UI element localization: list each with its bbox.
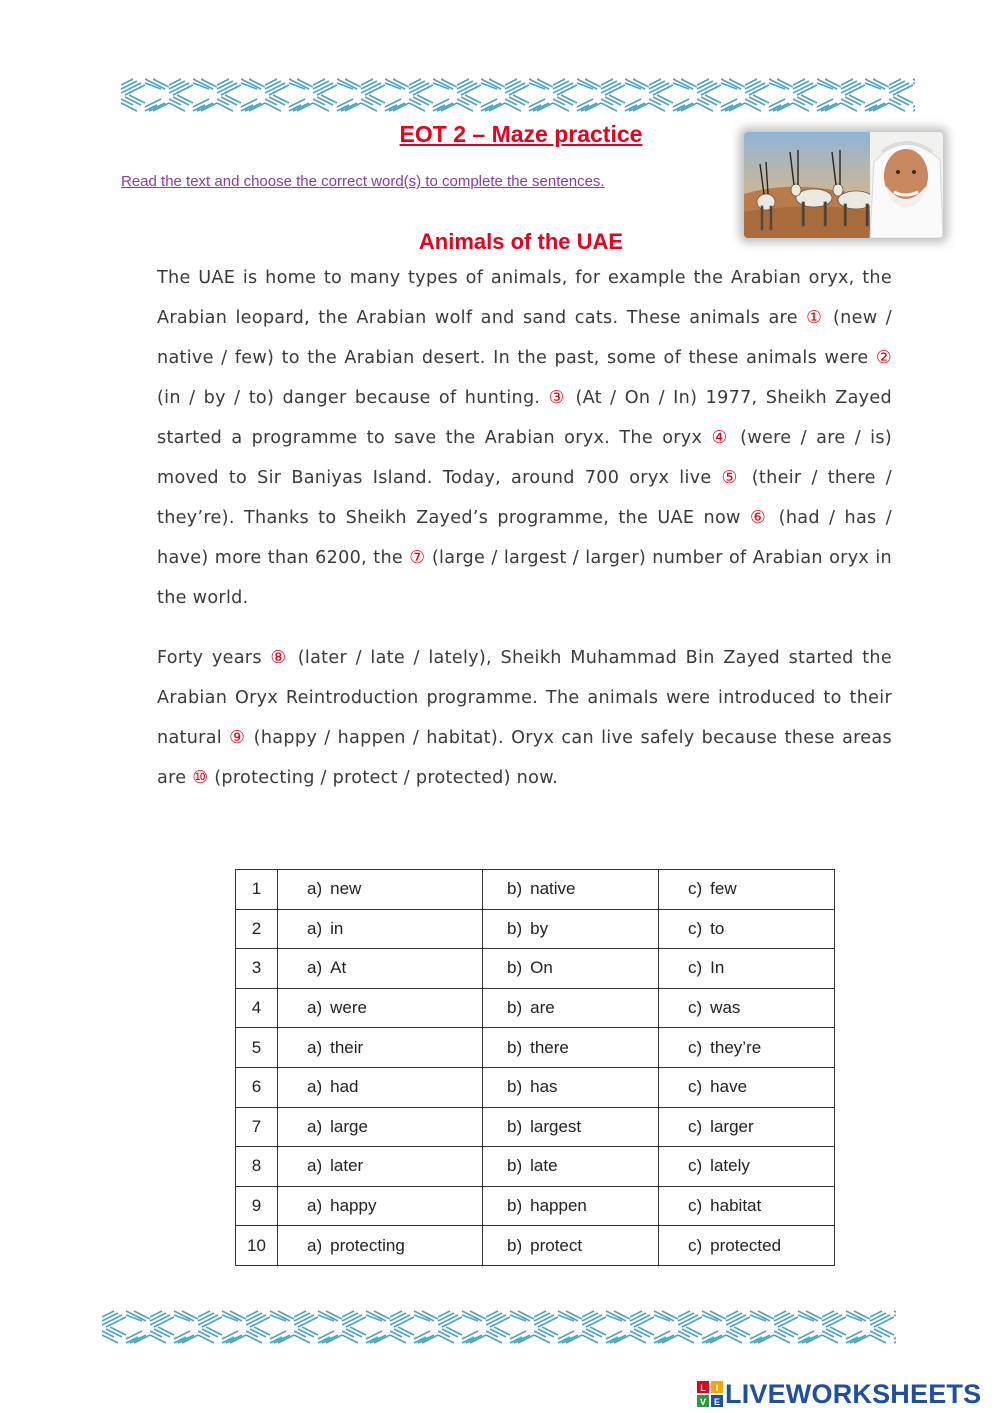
passage-text: (later / late / lately), Sheikh Muhammad Bin Zayed started the Arabian Oryx Reintroduction programme. The animals were introduced to their natural bbox=[157, 648, 892, 748]
blank-number-4: ④ bbox=[711, 428, 731, 448]
blank-number-3: ③ bbox=[548, 388, 568, 408]
option-letter: a) bbox=[307, 1235, 323, 1255]
option-c[interactable] bbox=[659, 988, 835, 1028]
option-a[interactable] bbox=[278, 1028, 483, 1068]
blank-number-7: ⑦ bbox=[409, 548, 426, 568]
option-letter: b) bbox=[507, 1116, 523, 1136]
option-letter: b) bbox=[507, 1037, 523, 1057]
option-c[interactable] bbox=[659, 870, 835, 910]
option-a[interactable] bbox=[278, 1226, 483, 1266]
liveworksheets-logo-icon bbox=[697, 1381, 723, 1407]
passage-text: (protecting / protect / protected) now. bbox=[208, 768, 559, 788]
option-b[interactable] bbox=[483, 1107, 659, 1147]
option-word: large bbox=[330, 1116, 368, 1136]
option-a[interactable] bbox=[278, 949, 483, 989]
option-c[interactable] bbox=[659, 1186, 835, 1226]
option-letter: c) bbox=[688, 998, 703, 1018]
option-word: by bbox=[530, 918, 549, 938]
svg-text:L: L bbox=[700, 1383, 706, 1393]
blank-number-9: ⑨ bbox=[229, 728, 247, 748]
option-a[interactable] bbox=[278, 1147, 483, 1187]
question-number: 6 bbox=[236, 1067, 278, 1107]
blank-number-2: ② bbox=[875, 348, 892, 368]
option-letter: a) bbox=[307, 1037, 323, 1057]
option-word: was bbox=[710, 998, 741, 1018]
table-row bbox=[236, 1147, 835, 1187]
option-word: there bbox=[530, 1037, 569, 1057]
option-letter: c) bbox=[688, 1116, 703, 1136]
instruction-text: Read the text and choose the correct word(s) to complete the sentences. bbox=[121, 173, 605, 190]
option-word: On bbox=[530, 958, 553, 978]
top-decorative-border bbox=[121, 77, 915, 112]
option-word: late bbox=[530, 1156, 558, 1176]
option-b[interactable] bbox=[483, 1147, 659, 1187]
section-title: Animals of the UAE bbox=[418, 229, 624, 254]
option-word: were bbox=[330, 998, 367, 1018]
option-word: new bbox=[330, 879, 362, 899]
option-a[interactable] bbox=[278, 1107, 483, 1147]
option-word: had bbox=[330, 1077, 359, 1097]
option-c[interactable] bbox=[659, 1147, 835, 1187]
option-letter: c) bbox=[688, 1156, 703, 1176]
option-letter: a) bbox=[307, 879, 323, 899]
passage-text: (large / largest / larger) number of Arabian oryx in the world. bbox=[157, 548, 892, 608]
passage-text: (At / On / In) 1977, Sheikh Zayed started a programme to save the Arabian oryx. The oryx bbox=[157, 388, 892, 448]
option-letter: c) bbox=[688, 1037, 703, 1057]
option-word: largest bbox=[530, 1116, 582, 1136]
option-a[interactable] bbox=[278, 1067, 483, 1107]
option-letter: a) bbox=[307, 958, 323, 978]
option-b[interactable] bbox=[483, 1226, 659, 1266]
option-word: In bbox=[710, 958, 725, 978]
option-word: later bbox=[330, 1156, 364, 1176]
question-number: 2 bbox=[236, 909, 278, 949]
worksheet-title: EOT 2 – Maze practice bbox=[399, 121, 643, 147]
option-word: has bbox=[530, 1077, 558, 1097]
question-number: 5 bbox=[236, 1028, 278, 1068]
option-letter: a) bbox=[307, 1077, 323, 1097]
question-number: 3 bbox=[236, 949, 278, 989]
question-number: 8 bbox=[236, 1147, 278, 1187]
option-b[interactable] bbox=[483, 988, 659, 1028]
option-letter: b) bbox=[507, 1077, 523, 1097]
option-word: lately bbox=[710, 1156, 750, 1176]
option-letter: a) bbox=[307, 1156, 323, 1176]
blank-number-10: ⑩ bbox=[192, 768, 209, 788]
svg-text:E: E bbox=[713, 1397, 721, 1407]
table-row bbox=[236, 988, 835, 1028]
liveworksheets-brand[interactable] bbox=[697, 1378, 981, 1410]
option-a[interactable] bbox=[278, 1186, 483, 1226]
oryx-and-sheikh-photo bbox=[744, 132, 943, 238]
option-c[interactable] bbox=[659, 909, 835, 949]
option-c[interactable] bbox=[659, 949, 835, 989]
blank-number-8: ⑧ bbox=[270, 648, 290, 668]
table-row bbox=[236, 949, 835, 989]
question-number: 9 bbox=[236, 1186, 278, 1226]
option-c[interactable] bbox=[659, 1067, 835, 1107]
option-letter: c) bbox=[688, 958, 703, 978]
question-number: 10 bbox=[236, 1226, 278, 1266]
option-word: their bbox=[330, 1037, 364, 1057]
option-a[interactable] bbox=[278, 909, 483, 949]
option-letter: a) bbox=[307, 998, 323, 1018]
option-word: in bbox=[330, 918, 344, 938]
option-c[interactable] bbox=[659, 1107, 835, 1147]
option-letter: b) bbox=[507, 1235, 523, 1255]
svg-text:V: V bbox=[699, 1397, 707, 1407]
table-row bbox=[236, 909, 835, 949]
passage-text: (their / there / they’re). Thanks to Sheikh Zayed’s programme, the UAE now bbox=[157, 468, 892, 528]
option-letter: b) bbox=[507, 918, 523, 938]
table-row bbox=[236, 870, 835, 910]
option-word: protect bbox=[530, 1235, 583, 1255]
passage-text: (new / native / few) to the Arabian desert. In the past, some of these animals were bbox=[157, 308, 892, 368]
passage-text: (had / has / have) more than 6200, the bbox=[157, 508, 892, 568]
passage-text: (in / by / to) danger because of hunting. bbox=[157, 388, 549, 408]
option-b[interactable] bbox=[483, 1028, 659, 1068]
option-b[interactable] bbox=[483, 1067, 659, 1107]
option-letter: b) bbox=[507, 958, 523, 978]
option-a[interactable] bbox=[278, 988, 483, 1028]
table-row bbox=[236, 1028, 835, 1068]
option-a[interactable] bbox=[278, 870, 483, 910]
option-b[interactable] bbox=[483, 949, 659, 989]
answer-options-table bbox=[235, 869, 835, 1266]
table-row bbox=[236, 1107, 835, 1147]
svg-text:I: I bbox=[715, 1383, 719, 1393]
option-letter: a) bbox=[307, 918, 323, 938]
option-letter: c) bbox=[688, 918, 703, 938]
option-c[interactable] bbox=[659, 1028, 835, 1068]
passage-text: The UAE is home to many types of animals, for example the Arabian oryx, the Arabian leopard, the Arabian wolf and sand cats. These animals are bbox=[157, 268, 892, 328]
passage-paragraph-1 bbox=[157, 258, 892, 618]
option-letter: b) bbox=[507, 998, 523, 1018]
question-number: 7 bbox=[236, 1107, 278, 1147]
question-number: 4 bbox=[236, 988, 278, 1028]
option-word: happen bbox=[530, 1196, 587, 1216]
option-letter: b) bbox=[507, 879, 523, 899]
option-letter: a) bbox=[307, 1116, 323, 1136]
option-letter: c) bbox=[688, 1235, 703, 1255]
option-c[interactable] bbox=[659, 1226, 835, 1266]
option-b[interactable] bbox=[483, 870, 659, 910]
option-b[interactable] bbox=[483, 909, 659, 949]
option-letter: b) bbox=[507, 1196, 523, 1216]
brand-name: LIVEWORKSHEETS bbox=[725, 1378, 982, 1409]
option-word: to bbox=[710, 918, 725, 938]
blank-number-5: ⑤ bbox=[721, 468, 742, 488]
table-row bbox=[236, 1067, 835, 1107]
option-word: At bbox=[330, 958, 347, 978]
bottom-decorative-border bbox=[102, 1309, 896, 1344]
option-word: habitat bbox=[710, 1196, 762, 1216]
option-word: few bbox=[710, 879, 737, 899]
table-row bbox=[236, 1186, 835, 1226]
question-number: 1 bbox=[236, 870, 278, 910]
passage-paragraph-2 bbox=[157, 638, 892, 798]
option-word: native bbox=[530, 879, 576, 899]
option-word: protected bbox=[710, 1235, 782, 1255]
passage-text: Forty years bbox=[157, 648, 271, 668]
option-letter: b) bbox=[507, 1156, 523, 1176]
blank-number-6: ⑥ bbox=[749, 508, 770, 528]
option-word: have bbox=[710, 1077, 748, 1097]
blank-number-1: ① bbox=[806, 308, 825, 328]
passage-text: (happy / happen / habitat). Oryx can live safely because these areas are bbox=[157, 728, 892, 788]
passage-text: (were / are / is) moved to Sir Baniyas Island. Today, around 700 oryx live bbox=[157, 428, 892, 488]
option-word: larger bbox=[710, 1116, 754, 1136]
option-word: they’re bbox=[710, 1037, 762, 1057]
option-word: happy bbox=[330, 1196, 377, 1216]
option-word: protecting bbox=[330, 1235, 405, 1255]
option-letter: c) bbox=[688, 879, 703, 899]
option-letter: c) bbox=[688, 1196, 703, 1216]
option-word: are bbox=[530, 998, 555, 1018]
option-letter: a) bbox=[307, 1196, 323, 1216]
option-b[interactable] bbox=[483, 1186, 659, 1226]
table-row bbox=[236, 1226, 835, 1266]
option-letter: c) bbox=[688, 1077, 703, 1097]
